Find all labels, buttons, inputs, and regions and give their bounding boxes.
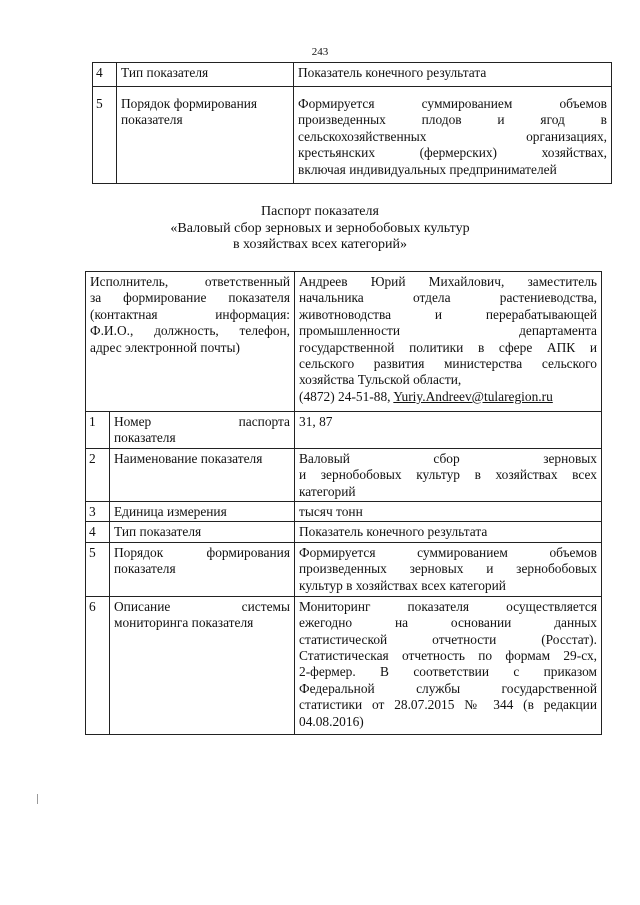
executor-phone: (4872) 24-51-88, [299,388,394,404]
row-value-line: включая индивидуальных предпринимателей [298,161,557,177]
row-value: Показатель конечного результата [294,63,612,87]
executor-label [86,272,295,412]
row-value [294,87,612,184]
row-label: Тип показателя [110,522,295,542]
row-number: 1 [86,412,110,449]
row-number: 2 [86,448,110,501]
row-value-line: Формируется суммированием объемов [299,544,597,560]
executor-value-line: животноводства и перерабатывающей [299,306,597,322]
row-value-line: Федеральной службы государственной [299,680,597,696]
row-number: 5 [86,542,110,596]
row-value-line: Формируется суммированием объемов [298,96,607,111]
row-value-line: крестьянских (фермерских) хозяйствах, [298,145,607,161]
table-row [86,522,602,542]
row-value-line: Статистическая отчетность по формам 29-сх, [299,648,597,664]
row-value [295,542,602,596]
row-label: Единица измерения [110,502,295,522]
row-label-line: Описание системы [114,598,290,614]
row-label-line: показателя [114,430,176,446]
row-label [110,596,295,734]
table-row [93,87,612,184]
executor-label-line: адрес электронной почты) [90,339,240,355]
row-value-line: категорий [299,483,356,499]
row-number: 3 [86,502,110,522]
row-value: тысяч тонн [295,502,602,522]
executor-value-line: хозяйства Тульской области, [299,372,462,388]
row-value-line: произведенных зерновых и зернобобовых [299,561,597,577]
row-number: 6 [86,596,110,734]
row-label-line: Порядок формирования [114,544,290,560]
passport-title [0,204,640,254]
row-label: Тип показателя [117,63,294,87]
row-number: 5 [93,87,117,184]
table-row [86,272,602,412]
executor-label-line: за формирование показателя [90,290,290,306]
row-value-line: сельскохозяйственных организациях, [298,128,607,144]
executor-value-line: промышленности департамента [299,323,597,339]
row-value: Показатель конечного результата [295,522,602,542]
passport-title-line: в хозяйствах всех категорий» [232,237,408,253]
table-row [86,412,602,449]
table-row [86,502,602,522]
row-number: 4 [86,522,110,542]
row-label [117,87,294,184]
executor-contact-line [299,389,597,405]
row-value-line: и зернобобовых культур в хозяйствах всех [299,467,597,483]
row-value-line: культур в хозяйствах всех категорий [299,577,506,593]
row-label-line: Номер паспорта [114,414,290,429]
row-number: 4 [93,63,117,87]
row-label-line: показателя [114,561,176,577]
page-number: 243 [311,46,329,58]
row-value-line: статистики от 28.07.2015 № 344 (в редакции [299,697,597,713]
scan-mark [37,794,38,804]
executor-value-line: государственной политики в сфере АПК и [299,339,597,355]
row-label [110,412,295,449]
row-value: 31, 87 [295,412,602,449]
row-label-line: показателя [121,112,183,128]
row-value-line: ежегодно на основании данных [299,615,597,631]
executor-value-line: начальника отдела растениеводства, [299,290,597,306]
table-row [86,542,602,596]
executor-label-line: (контактная информация: [90,306,290,322]
table-row [86,596,602,734]
executor-value-line: Андреев Юрий Михайлович, заместитель [299,274,597,289]
executor-label-line: Исполнитель, ответственный [90,274,290,289]
row-value-line: 2-фермер. В соответствии с приказом [299,664,597,680]
row-label-line: мониторинга показателя [114,615,254,631]
row-value-line: Мониторинг показателя осуществляется [299,598,597,614]
passport-title-line: «Валовый сбор зерновых и зернобобовых культур [170,220,470,236]
table-row [93,63,612,87]
executor-value-line: сельского развития министерства сельского [299,356,597,372]
row-label: Наименование показателя [110,448,295,501]
row-label-line: Порядок формирования [121,96,258,111]
row-value-line: произведенных плодов и ягод в [298,112,607,128]
passport-table [85,271,602,735]
row-value [295,448,602,501]
row-value-line: 04.08.2016) [299,713,364,729]
executor-email-link[interactable]: Yuriy.Andreev@tularegion.ru [393,388,553,404]
executor-label-line: Ф.И.О., должность, телефон, [90,323,290,339]
row-value [295,596,602,734]
executor-value [295,272,602,412]
row-value-line: Валовый сбор зерновых [299,450,597,466]
row-value-line: статистической отчетности (Росстат). [299,631,597,647]
passport-title-line: Паспорт показателя [261,204,379,219]
top-indicator-table [92,62,612,184]
row-label [110,542,295,596]
table-row [86,448,602,501]
